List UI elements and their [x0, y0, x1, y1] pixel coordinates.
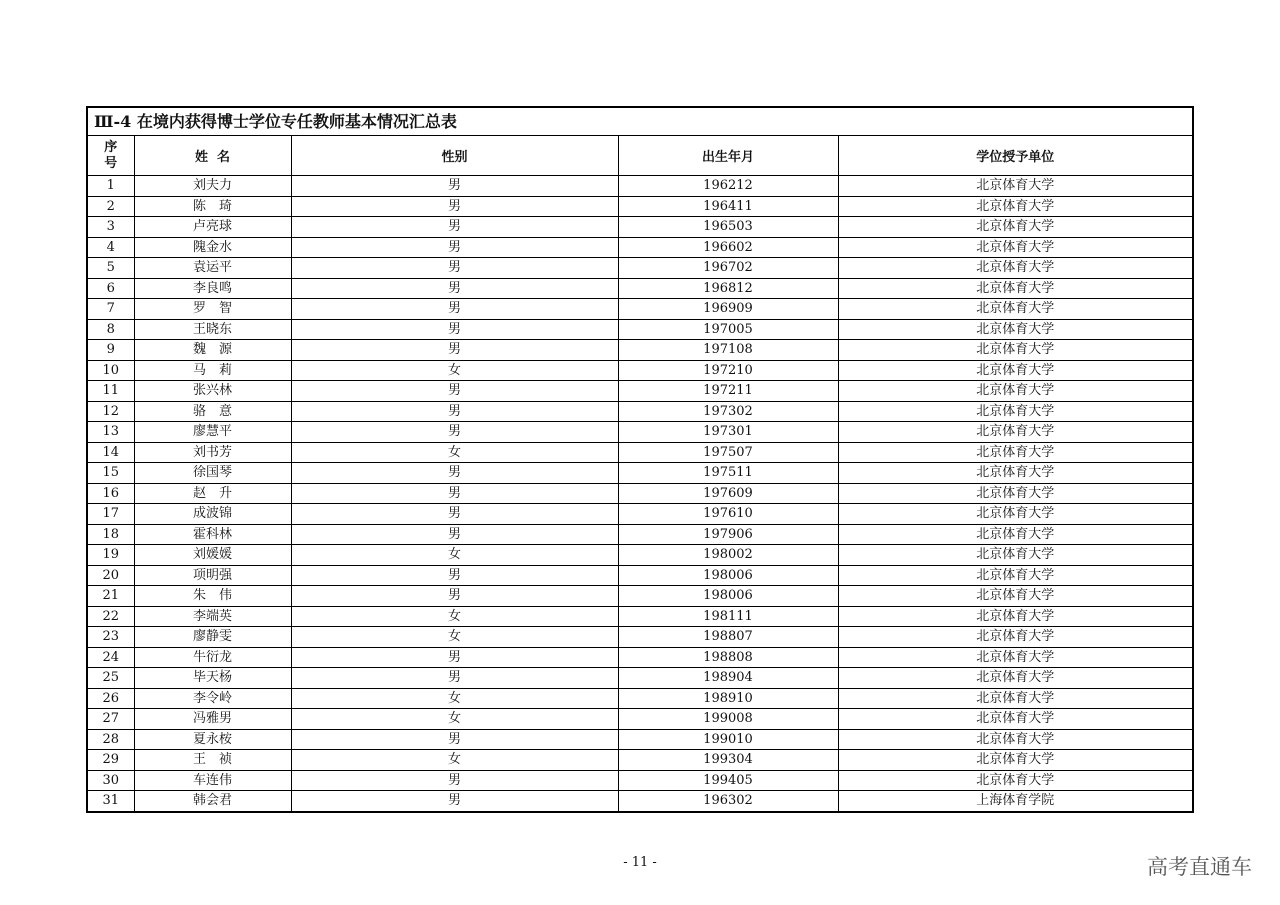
- table-row: [88, 258, 1192, 279]
- cell-birth: 198006: [618, 586, 838, 607]
- table-row: [88, 709, 1192, 730]
- cell-seq: 6: [88, 278, 134, 299]
- cell-institution: 北京体育大学: [838, 586, 1192, 607]
- cell-gender: 男: [291, 237, 618, 258]
- cell-name: 徐国琴: [134, 463, 291, 484]
- cell-institution: 北京体育大学: [838, 299, 1192, 320]
- table-row: [88, 504, 1192, 525]
- cell-birth: 197301: [618, 422, 838, 443]
- cell-institution: 北京体育大学: [838, 278, 1192, 299]
- table-row: [88, 217, 1192, 238]
- cell-birth: 198904: [618, 668, 838, 689]
- cell-gender: 男: [291, 668, 618, 689]
- cell-gender: 女: [291, 688, 618, 709]
- cell-name: 罗 智: [134, 299, 291, 320]
- cell-institution: 北京体育大学: [838, 750, 1192, 771]
- cell-institution: 北京体育大学: [838, 524, 1192, 545]
- cell-seq: 7: [88, 299, 134, 320]
- table-row: [88, 360, 1192, 381]
- cell-gender: 男: [291, 278, 618, 299]
- table-row: [88, 401, 1192, 422]
- table-row: [88, 586, 1192, 607]
- cell-gender: 女: [291, 709, 618, 730]
- cell-gender: 男: [291, 196, 618, 217]
- cell-birth: 197906: [618, 524, 838, 545]
- cell-seq: 23: [88, 627, 134, 648]
- table-row: [88, 524, 1192, 545]
- cell-birth: 198807: [618, 627, 838, 648]
- cell-gender: 女: [291, 627, 618, 648]
- cell-seq: 25: [88, 668, 134, 689]
- cell-name: 韩会君: [134, 791, 291, 811]
- cell-seq: 3: [88, 217, 134, 238]
- cell-name: 刘夫力: [134, 176, 291, 197]
- cell-name: 骆 意: [134, 401, 291, 422]
- cell-name: 刘媛媛: [134, 545, 291, 566]
- table-row: [88, 422, 1192, 443]
- cell-name: 张兴林: [134, 381, 291, 402]
- cell-seq: 1: [88, 176, 134, 197]
- cell-name: 朱 伟: [134, 586, 291, 607]
- header-seq: 序号: [88, 136, 134, 176]
- cell-seq: 12: [88, 401, 134, 422]
- cell-gender: 男: [291, 258, 618, 279]
- table-row: [88, 545, 1192, 566]
- cell-seq: 28: [88, 729, 134, 750]
- cell-gender: 女: [291, 750, 618, 771]
- cell-birth: 196602: [618, 237, 838, 258]
- cell-seq: 16: [88, 483, 134, 504]
- cell-institution: 北京体育大学: [838, 770, 1192, 791]
- cell-birth: 197610: [618, 504, 838, 525]
- cell-name: 魏 源: [134, 340, 291, 361]
- cell-institution: 北京体育大学: [838, 483, 1192, 504]
- cell-seq: 2: [88, 196, 134, 217]
- cell-birth: 199405: [618, 770, 838, 791]
- cell-institution: 北京体育大学: [838, 565, 1192, 586]
- cell-name: 隗金水: [134, 237, 291, 258]
- header-institution: 学位授予单位: [838, 136, 1192, 176]
- cell-seq: 4: [88, 237, 134, 258]
- cell-seq: 30: [88, 770, 134, 791]
- table-title: Ⅲ-4 在境内获得博士学位专任教师基本情况汇总表: [88, 108, 1192, 136]
- cell-birth: 198111: [618, 606, 838, 627]
- cell-gender: 男: [291, 524, 618, 545]
- cell-seq: 20: [88, 565, 134, 586]
- table-row: [88, 668, 1192, 689]
- cell-seq: 24: [88, 647, 134, 668]
- cell-institution: 北京体育大学: [838, 381, 1192, 402]
- cell-name: 袁运平: [134, 258, 291, 279]
- cell-birth: 196503: [618, 217, 838, 238]
- cell-institution: 北京体育大学: [838, 401, 1192, 422]
- cell-seq: 31: [88, 791, 134, 811]
- cell-institution: 北京体育大学: [838, 176, 1192, 197]
- cell-birth: 197211: [618, 381, 838, 402]
- cell-seq: 27: [88, 709, 134, 730]
- cell-seq: 10: [88, 360, 134, 381]
- cell-name: 陈 琦: [134, 196, 291, 217]
- cell-birth: 199010: [618, 729, 838, 750]
- cell-institution: 北京体育大学: [838, 217, 1192, 238]
- table-row: [88, 565, 1192, 586]
- table-row: [88, 729, 1192, 750]
- cell-gender: 男: [291, 483, 618, 504]
- table-row: [88, 176, 1192, 197]
- cell-seq: 21: [88, 586, 134, 607]
- cell-gender: 男: [291, 565, 618, 586]
- cell-name: 毕天杨: [134, 668, 291, 689]
- cell-birth: 197507: [618, 442, 838, 463]
- cell-birth: 196302: [618, 791, 838, 811]
- cell-seq: 17: [88, 504, 134, 525]
- table-row: [88, 463, 1192, 484]
- cell-gender: 男: [291, 586, 618, 607]
- cell-seq: 19: [88, 545, 134, 566]
- cell-gender: 男: [291, 401, 618, 422]
- cell-name: 项明强: [134, 565, 291, 586]
- cell-birth: 196212: [618, 176, 838, 197]
- cell-seq: 29: [88, 750, 134, 771]
- cell-institution: 北京体育大学: [838, 545, 1192, 566]
- summary-table-sheet: [86, 106, 1194, 813]
- cell-birth: 197005: [618, 319, 838, 340]
- cell-gender: 男: [291, 299, 618, 320]
- cell-seq: 18: [88, 524, 134, 545]
- cell-gender: 女: [291, 360, 618, 381]
- cell-name: 王晓东: [134, 319, 291, 340]
- cell-gender: 男: [291, 770, 618, 791]
- cell-name: 李良鸣: [134, 278, 291, 299]
- cell-seq: 5: [88, 258, 134, 279]
- cell-institution: 北京体育大学: [838, 688, 1192, 709]
- teacher-table: [88, 136, 1192, 811]
- cell-name: 卢亮球: [134, 217, 291, 238]
- cell-institution: 北京体育大学: [838, 442, 1192, 463]
- cell-name: 车连伟: [134, 770, 291, 791]
- cell-institution: 北京体育大学: [838, 360, 1192, 381]
- cell-seq: 22: [88, 606, 134, 627]
- table-row: [88, 791, 1192, 811]
- cell-gender: 男: [291, 176, 618, 197]
- table-row: [88, 381, 1192, 402]
- table-row: [88, 688, 1192, 709]
- cell-birth: 196702: [618, 258, 838, 279]
- cell-gender: 男: [291, 504, 618, 525]
- table-row: [88, 299, 1192, 320]
- cell-gender: 女: [291, 545, 618, 566]
- cell-institution: 北京体育大学: [838, 258, 1192, 279]
- table-row: [88, 647, 1192, 668]
- cell-institution: 北京体育大学: [838, 422, 1192, 443]
- cell-seq: 14: [88, 442, 134, 463]
- cell-name: 廖静雯: [134, 627, 291, 648]
- table-header-row: [88, 136, 1192, 176]
- table-row: [88, 770, 1192, 791]
- header-gender: 性别: [291, 136, 618, 176]
- table-row: [88, 483, 1192, 504]
- cell-gender: 男: [291, 647, 618, 668]
- cell-birth: 196411: [618, 196, 838, 217]
- table-row: [88, 627, 1192, 648]
- cell-institution: 北京体育大学: [838, 196, 1192, 217]
- cell-gender: 男: [291, 422, 618, 443]
- cell-gender: 男: [291, 381, 618, 402]
- cell-institution: 北京体育大学: [838, 709, 1192, 730]
- cell-name: 牛衍龙: [134, 647, 291, 668]
- cell-institution: 北京体育大学: [838, 627, 1192, 648]
- cell-name: 霍科林: [134, 524, 291, 545]
- table-row: [88, 278, 1192, 299]
- cell-gender: 男: [291, 463, 618, 484]
- cell-birth: 197210: [618, 360, 838, 381]
- cell-gender: 女: [291, 442, 618, 463]
- cell-name: 廖慧平: [134, 422, 291, 443]
- cell-name: 李令岭: [134, 688, 291, 709]
- cell-name: 李端英: [134, 606, 291, 627]
- cell-institution: 北京体育大学: [838, 319, 1192, 340]
- cell-seq: 11: [88, 381, 134, 402]
- table-body: [88, 176, 1192, 811]
- cell-seq: 15: [88, 463, 134, 484]
- cell-institution: 北京体育大学: [838, 237, 1192, 258]
- cell-name: 马 莉: [134, 360, 291, 381]
- cell-institution: 北京体育大学: [838, 647, 1192, 668]
- cell-name: 成波锦: [134, 504, 291, 525]
- cell-gender: 男: [291, 319, 618, 340]
- cell-birth: 197609: [618, 483, 838, 504]
- cell-birth: 199008: [618, 709, 838, 730]
- cell-seq: 13: [88, 422, 134, 443]
- cell-birth: 196812: [618, 278, 838, 299]
- watermark: 高考直通车: [1147, 855, 1252, 879]
- table-row: [88, 340, 1192, 361]
- table-row: [88, 196, 1192, 217]
- cell-gender: 男: [291, 217, 618, 238]
- table-row: [88, 606, 1192, 627]
- cell-birth: 198006: [618, 565, 838, 586]
- table-row: [88, 237, 1192, 258]
- cell-gender: 男: [291, 729, 618, 750]
- cell-gender: 女: [291, 606, 618, 627]
- cell-name: 赵 升: [134, 483, 291, 504]
- cell-name: 王 祯: [134, 750, 291, 771]
- cell-name: 夏永桉: [134, 729, 291, 750]
- cell-birth: 198002: [618, 545, 838, 566]
- cell-birth: 196909: [618, 299, 838, 320]
- cell-institution: 上海体育学院: [838, 791, 1192, 811]
- cell-institution: 北京体育大学: [838, 668, 1192, 689]
- cell-institution: 北京体育大学: [838, 606, 1192, 627]
- cell-gender: 男: [291, 791, 618, 811]
- cell-birth: 199304: [618, 750, 838, 771]
- cell-birth: 197302: [618, 401, 838, 422]
- cell-seq: 26: [88, 688, 134, 709]
- cell-birth: 197511: [618, 463, 838, 484]
- header-birth: 出生年月: [618, 136, 838, 176]
- cell-institution: 北京体育大学: [838, 504, 1192, 525]
- cell-name: 刘书芳: [134, 442, 291, 463]
- cell-birth: 197108: [618, 340, 838, 361]
- header-name: 姓 名: [134, 136, 291, 176]
- cell-institution: 北京体育大学: [838, 463, 1192, 484]
- cell-seq: 8: [88, 319, 134, 340]
- cell-institution: 北京体育大学: [838, 340, 1192, 361]
- page-number: - 11 -: [623, 855, 657, 870]
- cell-institution: 北京体育大学: [838, 729, 1192, 750]
- cell-birth: 198808: [618, 647, 838, 668]
- cell-seq: 9: [88, 340, 134, 361]
- cell-name: 冯雅男: [134, 709, 291, 730]
- table-row: [88, 442, 1192, 463]
- cell-gender: 男: [291, 340, 618, 361]
- table-row: [88, 319, 1192, 340]
- cell-birth: 198910: [618, 688, 838, 709]
- table-row: [88, 750, 1192, 771]
